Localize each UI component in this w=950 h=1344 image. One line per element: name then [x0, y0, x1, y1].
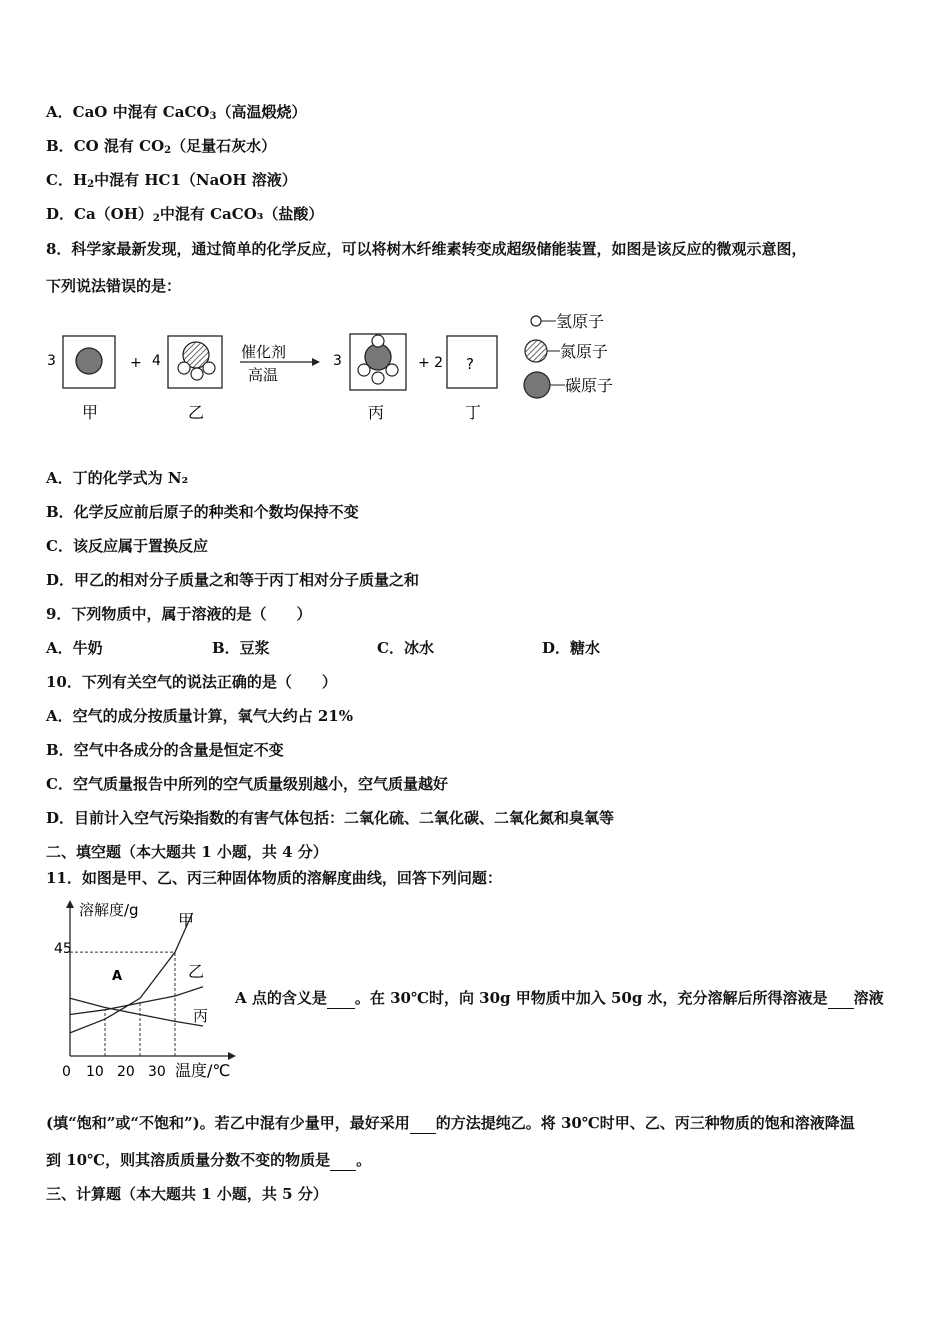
reaction-diagram [0, 0, 950, 440]
condition-label: 高温 [248, 366, 279, 384]
unknown-mark: ? [466, 355, 474, 373]
legend-carbon: 碳原子 [565, 376, 614, 395]
y-axis-arrow [66, 900, 74, 908]
q7-option-b: B．CO 混有 $CO_2$（足量石灰水） [46, 137, 277, 156]
plus-coef-ding: + 2 [418, 355, 444, 371]
point-a-label: A [112, 969, 123, 984]
q7-option-c: C．$H_2$中混有 HC1（NaOH 溶液） [46, 171, 297, 190]
hydrogen-atom [386, 364, 398, 376]
y-axis-label: 溶解度/g [79, 901, 139, 919]
arrow-head [312, 358, 320, 366]
q11-inline-line: A 点的含义是 。在 30℃时，向 30g 甲物质中加入 50g 水，充分溶解后所得溶液是 溶液 [235, 989, 884, 1007]
series-curve [70, 913, 193, 1033]
q7-option-a: A．CaO 中混有 CaCO$_3$（高温煅烧） [46, 103, 307, 122]
series-label-jia: 甲 [178, 911, 195, 930]
plus-sign: + [130, 355, 142, 371]
legend-hydrogen: 氢原子 [556, 312, 605, 331]
catalyst-label: 催化剂 [241, 343, 287, 361]
legend-carbon-icon [524, 372, 550, 398]
hydrogen-atom [372, 335, 384, 347]
q9-option-c: C．冰水 [377, 639, 434, 657]
x-axis-arrow [228, 1052, 236, 1060]
x-tick-label: 0 [62, 1064, 71, 1080]
q7-option-d: D．$Ca(OH)_2$中混有 CaCO₃（盐酸） [46, 205, 324, 224]
coef-bing: 3 [333, 353, 342, 369]
q10-option-b: B．空气中各成分的含量是恒定不变 [46, 741, 284, 759]
hydrogen-atom [358, 364, 370, 376]
q9-option-a: A．牛奶 [46, 639, 103, 657]
q11-stem: 11．如图是甲、乙、丙三种固体物质的溶解度曲线，回答下列问题： [46, 869, 502, 887]
q9-option-b: B．豆浆 [212, 639, 270, 657]
q8-stem-line1: 8．科学家最新发现，通过简单的化学反应，可以将树木纤维素转变成超级储能装置，如图是该反应的微观示意图， [46, 240, 807, 258]
x-tick-label: 20 [117, 1064, 135, 1080]
q10-option-d: D．目前计入空气污染指数的有害气体包括：二氧化硫、二氧化碳、二氧化氮和臭氧等 [46, 809, 615, 827]
legend-nitrogen: 氮原子 [560, 342, 609, 361]
hydrogen-atom [191, 368, 203, 380]
y-tick-label: 45 [54, 941, 72, 957]
carbon-atom [76, 348, 102, 374]
q9-stem: 9．下列物质中，属于溶液的是（ ） [46, 605, 312, 623]
hydrogen-atom [372, 372, 384, 384]
x-tick-label: 10 [86, 1064, 104, 1080]
label-bing: 丙 [368, 403, 385, 422]
label-ding: 丁 [465, 403, 482, 422]
legend-hydrogen-icon [531, 316, 541, 326]
q8-option-d: D．甲乙的相对分子质量之和等于丙丁相对分子质量之和 [46, 571, 420, 589]
series-label-yi: 乙 [188, 962, 205, 981]
x-tick-label: 30 [148, 1064, 166, 1080]
q10-option-a: A．空气的成分按质量计算，氧气大约占 21% [46, 707, 353, 725]
q10-option-c: C．空气质量报告中所列的空气质量级别越小，空气质量越好 [46, 775, 448, 793]
q11-line3: 到 10℃，则其溶质质量分数不变的物质是 。 [46, 1151, 372, 1169]
coef-yi: 4 [152, 353, 161, 369]
solubility-chart [45, 896, 245, 1086]
q8-option-a: A．丁的化学式为 N₂ [46, 469, 189, 487]
coef-jia: 3 [47, 353, 56, 369]
legend-nitrogen-icon [525, 340, 547, 362]
section-3-heading: 三、计算题（本大题共 1 小题，共 5 分） [46, 1185, 328, 1203]
series-label-bing: 丙 [193, 1007, 209, 1025]
hydrogen-atom [203, 362, 215, 374]
x-axis-label: 温度/℃ [175, 1061, 231, 1080]
q8-stem-line2: 下列说法错误的是： [46, 277, 182, 295]
section-2-heading: 二、填空题（本大题共 1 小题，共 4 分） [46, 843, 328, 861]
hydrogen-atom [178, 362, 190, 374]
q10-stem: 10．下列有关空气的说法正确的是（ ） [46, 673, 337, 691]
q9-option-d: D．糖水 [542, 639, 601, 657]
q8-option-b: B．化学反应前后原子的种类和个数均保持不变 [46, 503, 359, 521]
q8-option-c: C．该反应属于置换反应 [46, 537, 208, 555]
label-jia: 甲 [82, 403, 99, 422]
q11-line2: (填“饱和”或“不饱和”)。若乙中混有少量甲，最好采用 的方法提纯乙。将 30℃时甲、乙、丙三种物质的饱和溶液降温 [46, 1114, 855, 1132]
label-yi: 乙 [188, 403, 205, 422]
